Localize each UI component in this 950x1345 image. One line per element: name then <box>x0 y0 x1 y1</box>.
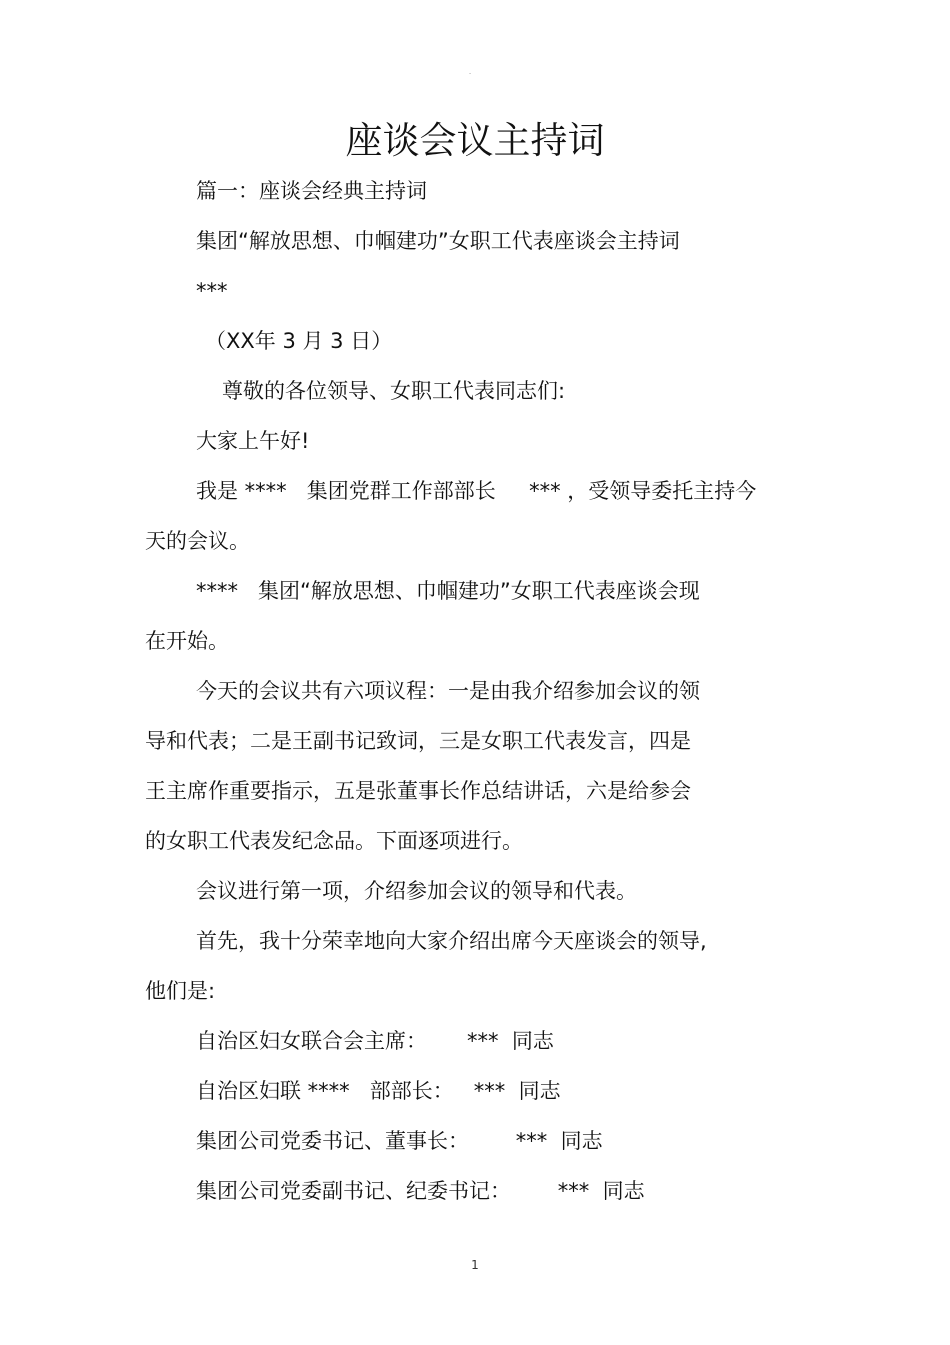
document-title: 座谈会议主持词 <box>345 119 605 162</box>
attendee-line: 自治区妇女联合会主席： *** 同志 <box>196 1029 554 1053</box>
section-heading: 篇一：座谈会经典主持词 <box>196 179 427 203</box>
paragraph-line: 首先，我十分荣幸地向大家介绍出席今天座谈会的领导, <box>196 929 707 953</box>
page-number: 1 <box>471 1258 479 1272</box>
date-line: （XX年 3 月 3 日） <box>205 329 393 353</box>
paragraph-line: 天的会议。 <box>145 529 250 553</box>
author-line: *** <box>196 279 228 303</box>
paragraph-line: 他们是: <box>145 979 216 1003</box>
paragraph-line: 王主席作重要指示，五是张董事长作总结讲话，六是给参会 <box>145 779 691 803</box>
paragraph-line: 会议进行第一项，介绍参加会议的领导和代表。 <box>196 879 637 903</box>
attendee-line: 集团公司党委副书记、纪委书记： *** 同志 <box>196 1179 645 1203</box>
paragraph-line: 的女职工代表发纪念品。下面逐项进行。 <box>145 829 523 853</box>
salutation: 尊敬的各位领导、女职工代表同志们: <box>222 379 566 403</box>
speech-title: 集团“解放思想、巾帼建功”女职工代表座谈会主持词 <box>196 229 680 253</box>
paragraph-line: 在开始。 <box>145 629 229 653</box>
header-mark: - <box>469 70 472 77</box>
paragraph-line: 我是 **** 集团党群工作部部长 *** ，受领导委托主持今 <box>196 479 757 503</box>
attendee-line: 集团公司党委书记、董事长： *** 同志 <box>196 1129 603 1153</box>
greeting: 大家上午好! <box>196 429 310 453</box>
paragraph-line: 今天的会议共有六项议程：一是由我介绍参加会议的领 <box>196 679 700 703</box>
paragraph-line: 导和代表；二是王副书记致词，三是女职工代表发言，四是 <box>145 729 691 753</box>
paragraph-line: **** 集团“解放思想、巾帼建功”女职工代表座谈会现 <box>196 579 700 603</box>
attendee-line: 自治区妇联 **** 部部长： *** 同志 <box>196 1079 561 1103</box>
